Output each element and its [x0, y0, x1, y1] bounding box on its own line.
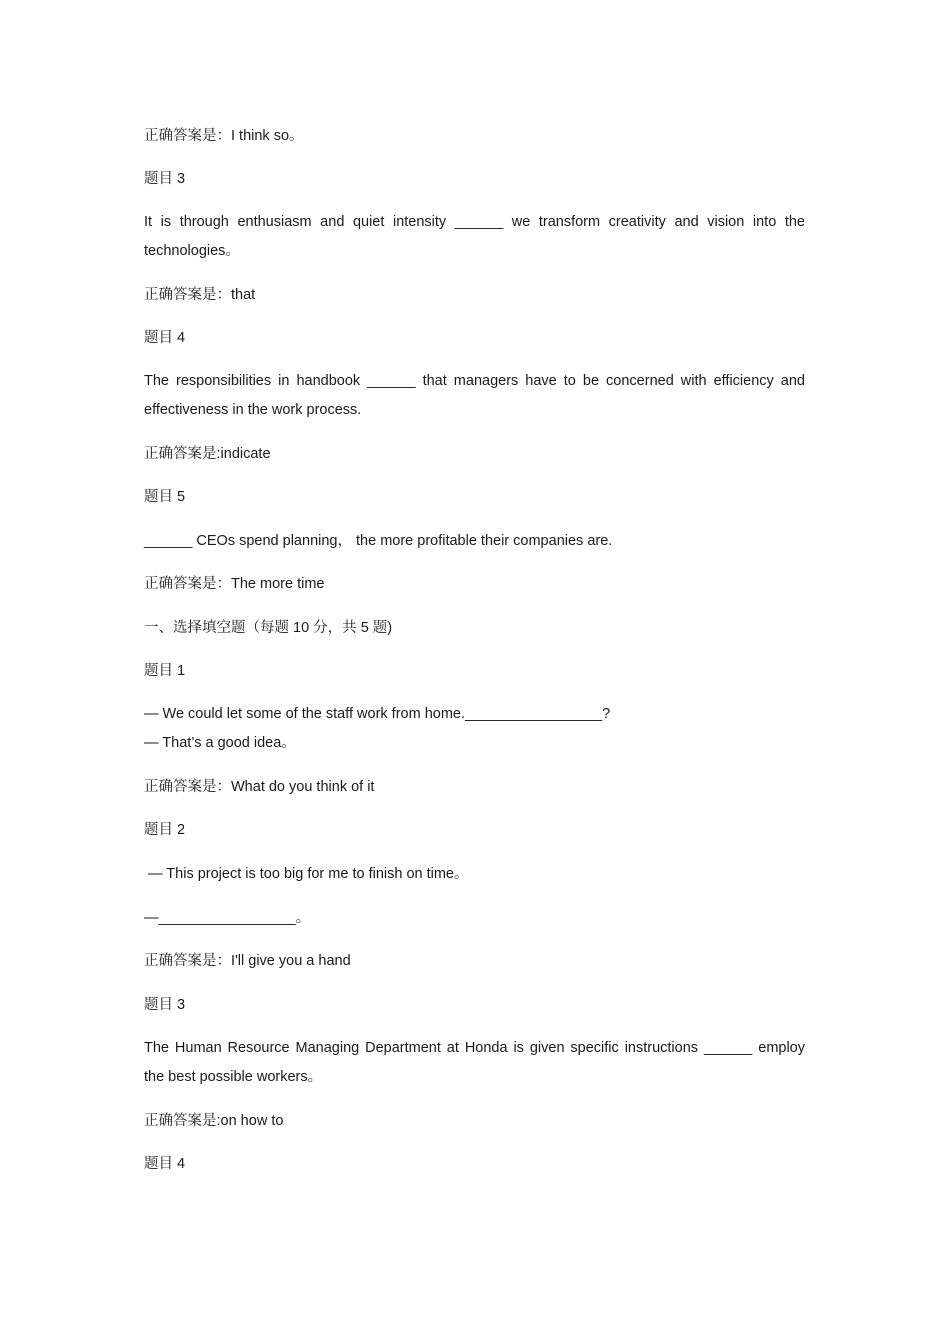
question-heading: 题目 2 [144, 822, 186, 838]
question-text: The Human Resource Managing Department at Honda is given specific instructions ______ employ the best possible workers。 [144, 1040, 805, 1085]
question-text: The responsibilities in handbook ______ that managers have to be concerned with efficiency and effectiveness in the work process. [144, 373, 805, 418]
dialogue-line: — That’s a good idea。 [144, 735, 296, 751]
question-heading: 题目 1 [144, 663, 186, 679]
question-heading: 题目 5 [144, 489, 186, 505]
question-heading: 题目 3 [144, 171, 186, 187]
section-heading: 一、选择填空题（每题 10 分，共 5 题) [144, 620, 393, 636]
dialogue-text [144, 700, 805, 758]
question-text: ______ CEOs spend planning， the more profitable their companies are. [144, 533, 613, 549]
question-heading: 题目 4 [144, 1156, 186, 1172]
answer-line: 正确答案是:indicate [144, 446, 271, 462]
answer-line: 正确答案是：The more time [144, 576, 325, 592]
answer-line: 正确答案是：that [144, 287, 256, 303]
dialogue-line: — We could let some of the staff work from home._________________? [144, 706, 611, 722]
question-text: It is through enthusiasm and quiet intensity ______ we transform creativity and vision into the technologies。 [144, 214, 805, 259]
answer-line: 正确答案是：I think so。 [144, 128, 304, 144]
question-heading: 题目 3 [144, 997, 186, 1013]
answer-line: 正确答案是:on how to [144, 1113, 284, 1129]
dialogue-line: — This project is too big for me to finish on time。 [144, 866, 469, 882]
answer-line: 正确答案是：I'll give you a hand [144, 953, 351, 969]
answer-line: 正确答案是：What do you think of it [144, 779, 375, 795]
dialogue-line: —_________________。 [144, 910, 311, 926]
question-heading: 题目 4 [144, 330, 186, 346]
